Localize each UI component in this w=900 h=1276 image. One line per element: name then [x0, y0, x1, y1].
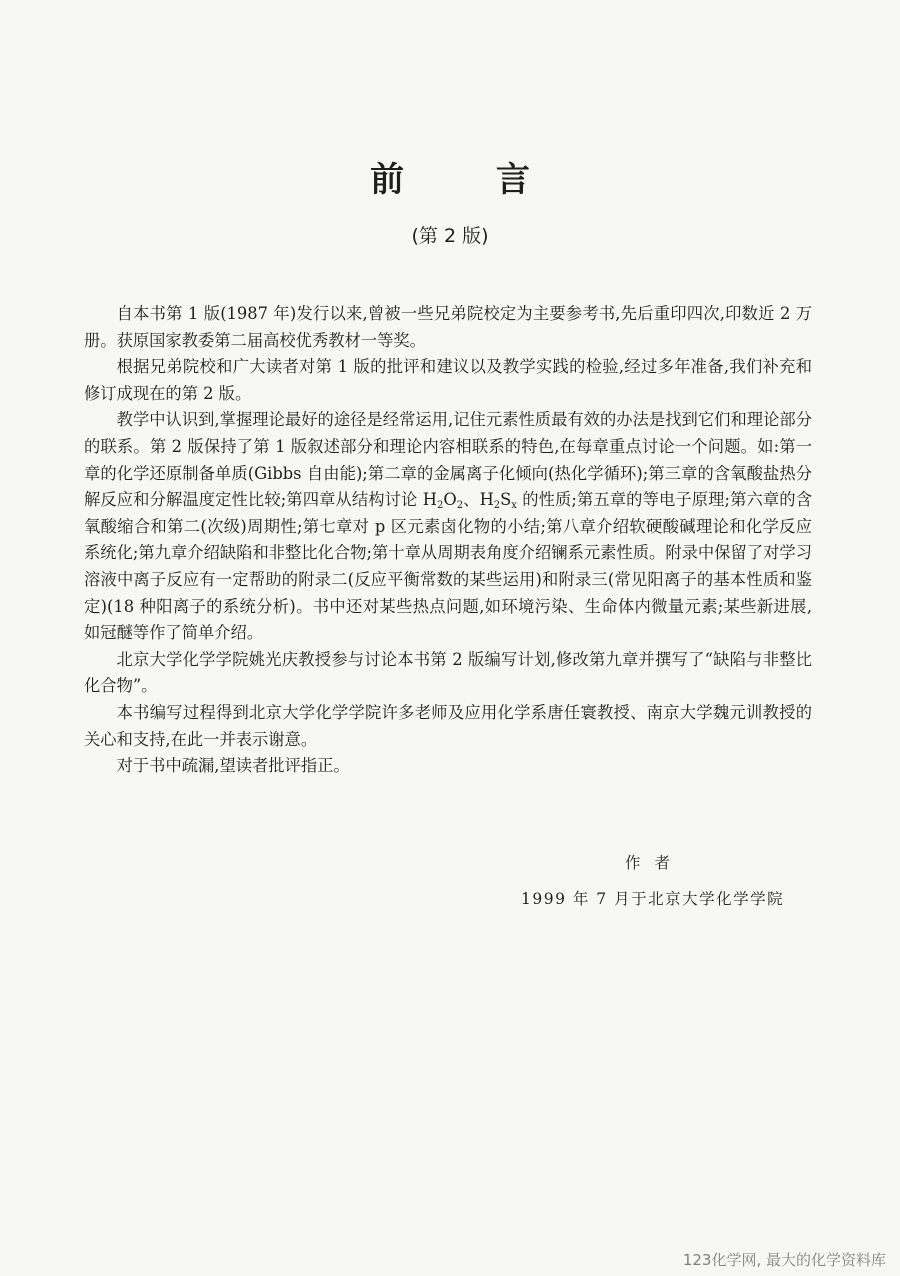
paragraph-3-text-a: 教学中认识到,掌握理论最好的途径是经常运用,记住元素性质最有效的办法是找到它们和理论部分的联系。第 2 版保持了第 1 版叙述部分和理论内容相联系的特色,在每章重点讨论一个问题。如:第一章的化学还原制备单质(Gibbs 自由能);第二章的金属离子化倾向(热化学循环);第三章的含氧酸盐热分解反应和分解温度定性比较;第四章从结构讨论 H: [84, 410, 812, 510]
paragraph-2: 根据兄弟院校和广大读者对第 1 版的批评和建议以及教学实践的检验,经过多年准备,我们补充和修订成现在的第 2 版。: [84, 357, 812, 403]
paragraph-3-text-e: 的性质;第五章的等电子原理;第六章的含氧酸缩合和第二(次级)周期性;第七章对 p 区元素卤化物的小结;第八章介绍软硬酸碱理论和化学反应系统化;第九章介绍缺陷和非整比化合物;第十章从周期表角度介绍镧系元素性质。附录中保留了对学习溶液中离子反应有一定帮助的附录二(反应平衡常数的某些运用)和附录三(常见阳离子的基本性质和鉴定)(18 种阳离子的系统分析)。书中还对某些热点问题,如环境污染、生命体内微量元素;某些新进展,如冠醚等作了简单介绍。: [84, 490, 812, 643]
site-watermark: 123化学网, 最大的化学资料库: [682, 1251, 886, 1269]
preface-body: [84, 301, 812, 780]
paragraph-3: [84, 407, 812, 646]
subscript: 2: [436, 500, 444, 512]
subscript: x: [511, 500, 517, 512]
paragraph-4: 北京大学化学学院姚光庆教授参与讨论本书第 2 版编写计划,修改第九章并撰写了“缺陷与非整比化合物”。: [84, 649, 812, 696]
paragraph-1: 自本书第 1 版(1987 年)发行以来,曾被一些兄弟院校定为主要参考书,先后重印四次,印数近 2 万册。获原国家教委第二届高校优秀教材一等奖。: [84, 304, 812, 350]
subscript: 2: [493, 500, 501, 512]
paragraph-3-text-b: O: [443, 490, 457, 510]
paragraph-5: 本书编写过程得到北京大学化学学院许多老师及应用化学系唐任寰教授、南京大学魏元训教授的关心和支持,在此一并表示谢意。: [84, 702, 812, 749]
signature-date: 1999 年 7 月于北京大学化学学院: [521, 890, 785, 908]
subscript: 2: [456, 500, 464, 512]
paragraph-6: 对于书中疏漏,望读者批评指正。: [116, 756, 350, 776]
edition-subtitle: (第 2 版): [411, 225, 489, 247]
paragraph-3-text-c: 、H: [463, 490, 494, 510]
signature-author: 作者: [625, 854, 685, 872]
page-title: 前 言: [370, 160, 570, 200]
paragraph-3-text-d: S: [500, 490, 512, 510]
